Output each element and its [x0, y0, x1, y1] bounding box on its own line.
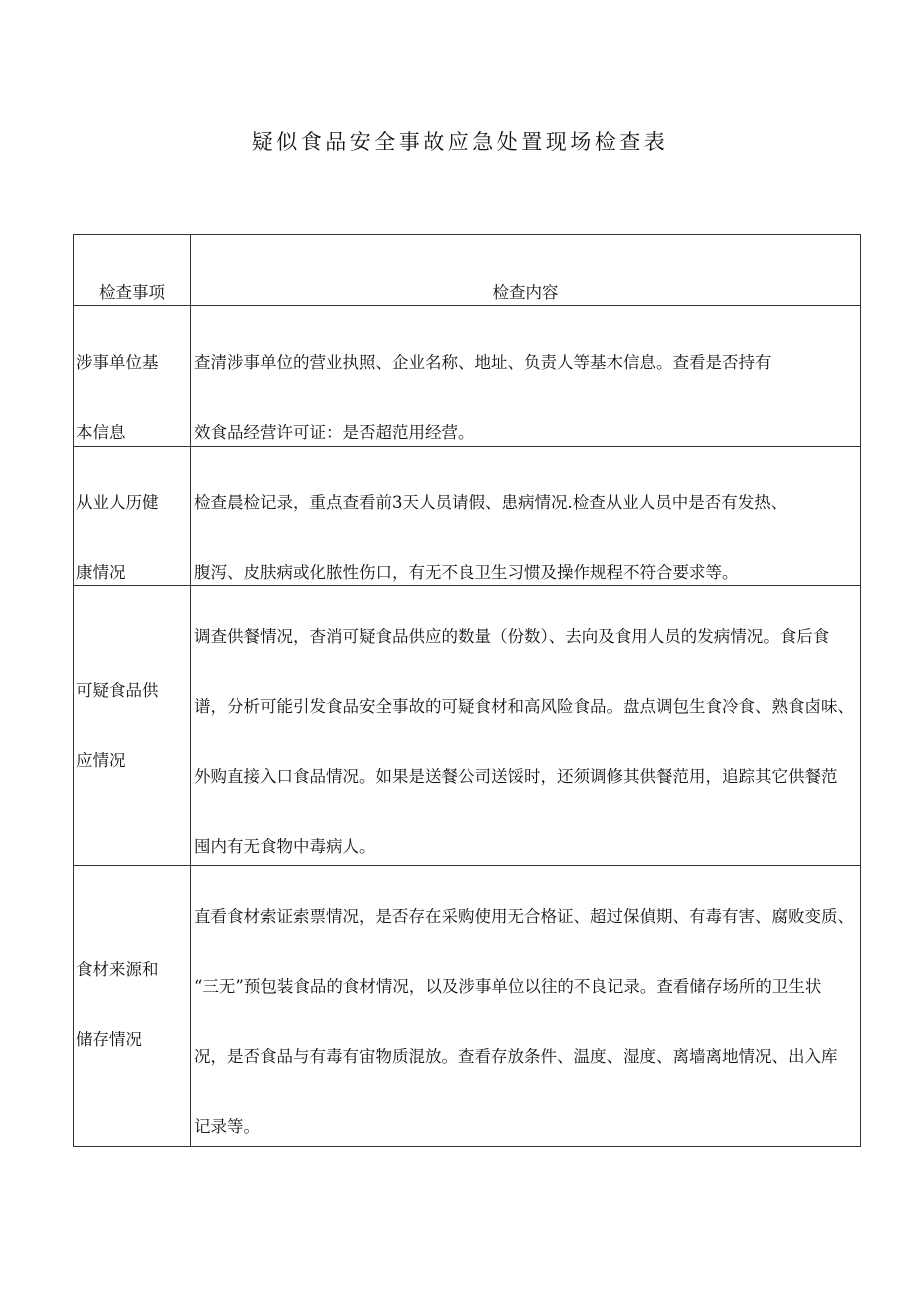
row-ingredient-storage-item-cell	[74, 866, 191, 1147]
content-text-line: 谱，分析可能引发食品安全事故的可疑食材和高风险食品。盘点调包生食冷食、熟食卤味、	[194, 697, 854, 716]
item-text-line: 可疑食品供	[76, 681, 159, 700]
item-text-line: 康情况	[76, 563, 126, 582]
content-text-line: 记录等。	[194, 1117, 260, 1136]
header-cell-content	[191, 235, 861, 306]
row-basic-info-item-cell	[74, 306, 191, 447]
header-content-label: 检查内容	[492, 283, 559, 302]
row-suspect-food-supply-item-cell	[74, 586, 191, 866]
row-ingredient-storage-content-cell	[191, 866, 861, 1147]
content-text-line: 调查供餐情况，杳消可疑食品供应的数量（份数）、去向及食用人员的发病情况。食后食	[194, 627, 830, 646]
content-text-line: 查清涉事单位的营业执照、企业名称、地址、负责人等基木信息。查看是否持有	[194, 353, 772, 372]
item-text-line: 应情况	[76, 751, 126, 770]
item-text-line: 涉事单位基	[76, 353, 159, 372]
row-basic-info-content-cell	[191, 306, 861, 447]
row-staff-health-item-cell	[74, 447, 191, 586]
content-text-line: 直看食材索证索票情况，是否存在采购使用无合格证、超过保偵期、有毒有害、腐败变质、	[194, 907, 854, 926]
content-text-line: 况，是否食品与有毒有宙物质混放。查看存放条件、温度、湿度、离墙离地情况、出入库	[194, 1047, 838, 1066]
item-text-line: 从业人历健	[76, 493, 159, 512]
content-text-line: 囤内有无食物中毒病人。	[194, 837, 376, 856]
content-text-line: “三无”预包装食品的食材情况，以及涉事单位以往的不良记录。查看储存场所的卫生状	[194, 977, 822, 996]
item-text-line: 食材来源和	[76, 960, 159, 979]
item-text-line: 本信息	[76, 423, 126, 442]
content-text-line: 腹泻、皮肤病或化脓性伤口，有无不良卫生习惯及操作规程不符合要求等。	[194, 563, 739, 582]
row-staff-health-content-cell	[191, 447, 861, 586]
content-text-line: 外购直接入口食品情况。如果是送餐公司送馁时，还须调修其供餐范用，追踪其它供餐范	[194, 767, 838, 786]
content-text-line: 效食品经营许可证：是否超范用经营。	[194, 423, 475, 442]
header-item-label: 检查事项	[99, 283, 165, 302]
item-text-line: 储存情况	[76, 1030, 142, 1049]
document-title: 疑似食品安全事故应急处置现场检查表	[251, 130, 669, 154]
header-cell-item	[74, 235, 191, 306]
row-suspect-food-supply-content-cell	[191, 586, 861, 866]
inspection-checklist-table	[73, 234, 861, 1147]
content-text-line: 检查晨检记录，重点查看前3天人员请假、患病情况.检查从业人员中是否有发热、	[194, 493, 788, 512]
